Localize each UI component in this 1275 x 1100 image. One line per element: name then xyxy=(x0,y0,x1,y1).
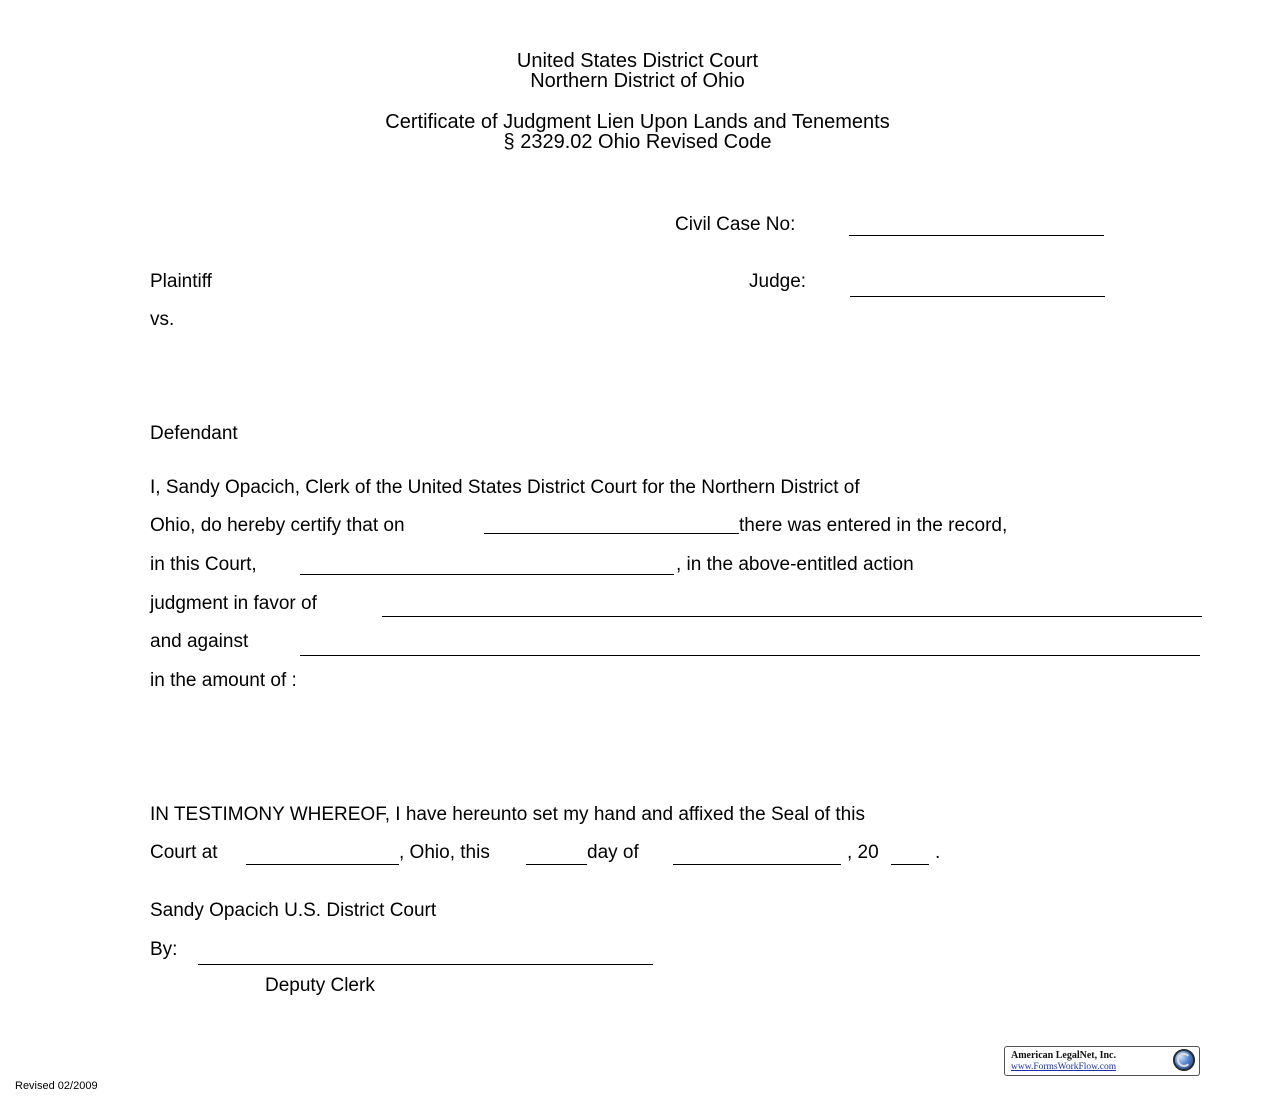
plaintiff-label: Plaintiff xyxy=(150,271,212,292)
district-name: Northern District of Ohio xyxy=(530,70,745,92)
favor-label: judgment in favor of xyxy=(150,593,317,614)
globe-icon xyxy=(1173,1049,1195,1071)
deputy-clerk-label: Deputy Clerk xyxy=(265,975,375,996)
month-field[interactable] xyxy=(673,864,841,865)
certify-line-3-end: , in the above-entitled action xyxy=(676,554,914,575)
vendor-name: American LegalNet, Inc. xyxy=(1011,1050,1116,1061)
civil-case-label: Civil Case No: xyxy=(675,214,796,235)
amount-label: in the amount of : xyxy=(150,670,297,691)
certify-line-2-start: Ohio, do hereby certify that on xyxy=(150,515,405,536)
statute-reference: § 2329.02 Ohio Revised Code xyxy=(503,131,772,153)
judge-label: Judge: xyxy=(749,271,807,292)
certify-line-2-end: there was entered in the record, xyxy=(739,515,1008,536)
year-field[interactable] xyxy=(891,864,929,865)
testimony-line-1: IN TESTIMONY WHEREOF, I have hereunto set my hand and affixed the Seal of this xyxy=(150,804,865,825)
court-name: United States District Court xyxy=(516,50,759,72)
revised-date: Revised 02/2009 xyxy=(15,1080,98,1092)
favor-field[interactable] xyxy=(382,616,1202,617)
day-of-text: day of xyxy=(587,842,639,863)
day-field[interactable] xyxy=(526,864,587,865)
clerk-line: Sandy Opacich U.S. District Court xyxy=(150,900,437,921)
by-label: By: xyxy=(150,939,178,960)
form-title: Certificate of Judgment Lien Upon Lands and Tenements xyxy=(385,111,890,133)
vendor-url-link[interactable]: www.FormsWorkFlow.com xyxy=(1011,1062,1117,1072)
certify-line-1: I, Sandy Opacich, Clerk of the United States District Court for the Northern District of xyxy=(150,477,860,498)
vendor-logo xyxy=(1004,1046,1200,1076)
court-at-label: Court at xyxy=(150,842,218,863)
year-prefix: , 20 xyxy=(847,842,879,863)
against-field[interactable] xyxy=(300,655,1200,656)
ohio-this-text: , Ohio, this xyxy=(399,842,490,863)
against-label: and against xyxy=(150,631,249,652)
judge-field[interactable] xyxy=(850,296,1105,297)
signature-field[interactable] xyxy=(198,964,653,965)
certify-line-3-start: in this Court, xyxy=(150,554,257,575)
civil-case-field[interactable] xyxy=(849,235,1104,236)
vs-label: vs. xyxy=(150,309,175,330)
city-field[interactable] xyxy=(246,864,399,865)
entry-date-field[interactable] xyxy=(484,533,739,534)
defendant-label: Defendant xyxy=(150,423,238,444)
period-text: . xyxy=(935,842,941,863)
court-entry-field[interactable] xyxy=(300,574,674,575)
